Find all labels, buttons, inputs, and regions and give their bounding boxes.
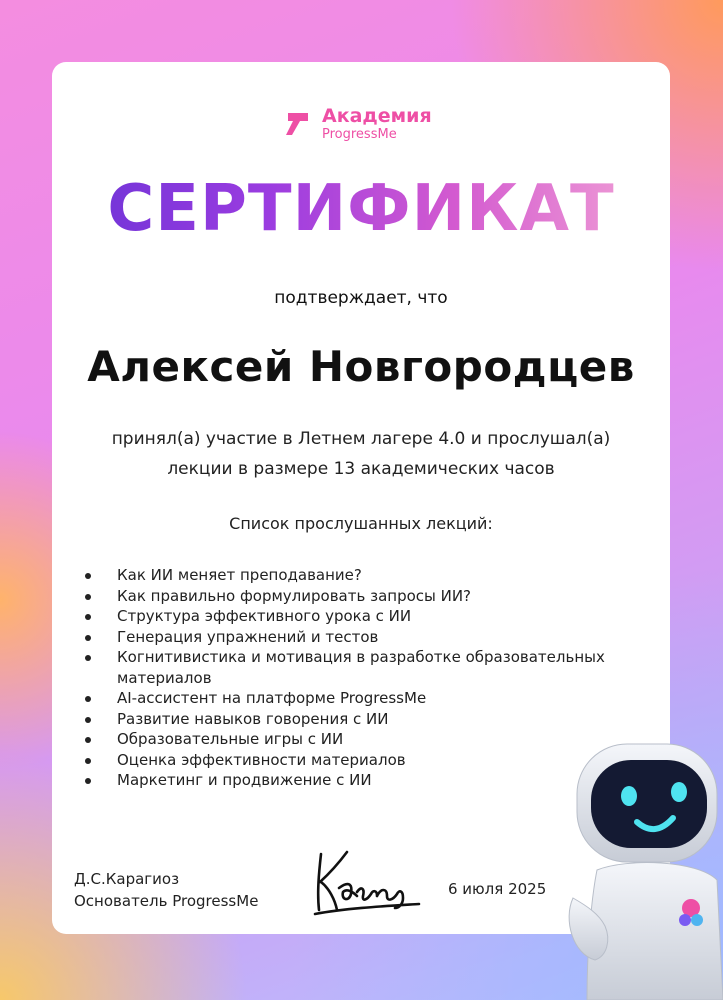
list-item: Генерация упражнений и тестов [80, 627, 625, 648]
progressme-logo-icon [282, 109, 312, 139]
signer-name: Д.С.Карагиоз [74, 870, 180, 888]
list-item: Образовательные игры с ИИ [80, 729, 625, 750]
list-item: Оценка эффективности материалов [80, 750, 625, 771]
list-item: Как ИИ меняет преподавание? [80, 565, 625, 586]
list-item: AI-ассистент на платформе ProgressMe [80, 688, 625, 709]
lectures-list [80, 565, 625, 791]
participation-statement [92, 424, 630, 484]
handwritten-signature [307, 848, 422, 918]
list-item: Структура эффективного урока с ИИ [80, 606, 625, 627]
list-item: Как правильно формулировать запросы ИИ? [80, 586, 625, 607]
logo-subtitle: ProgressMe [322, 127, 397, 142]
list-item: Маркетинг и продвижение с ИИ [80, 770, 625, 791]
list-item: Развитие навыков говорения с ИИ [80, 709, 625, 730]
statement-line: принял(а) участие в Летнем лагере 4.0 и прослушал(а) [111, 429, 611, 449]
statement-line: лекции в размере 13 академических часов [167, 459, 555, 479]
academy-logo [282, 104, 432, 144]
robot-mascot-icon [567, 730, 723, 1000]
confirms-text: подтверждает, что [274, 288, 448, 308]
lectures-list-title: Список прослушанных лекций: [229, 514, 493, 533]
signer-role: Основатель ProgressMe [74, 892, 259, 910]
recipient-name: Алексей Новгородцев [87, 342, 635, 391]
list-item: Когнитивистика и мотивация в разработке образовательных материалов [80, 647, 625, 688]
signer-block [74, 868, 258, 912]
certificate-title: СЕРТИФИКАТ [52, 172, 670, 246]
logo-title: Академия [322, 105, 432, 127]
logo-text [322, 107, 432, 141]
issue-date: 6 июля 2025 [448, 880, 547, 898]
